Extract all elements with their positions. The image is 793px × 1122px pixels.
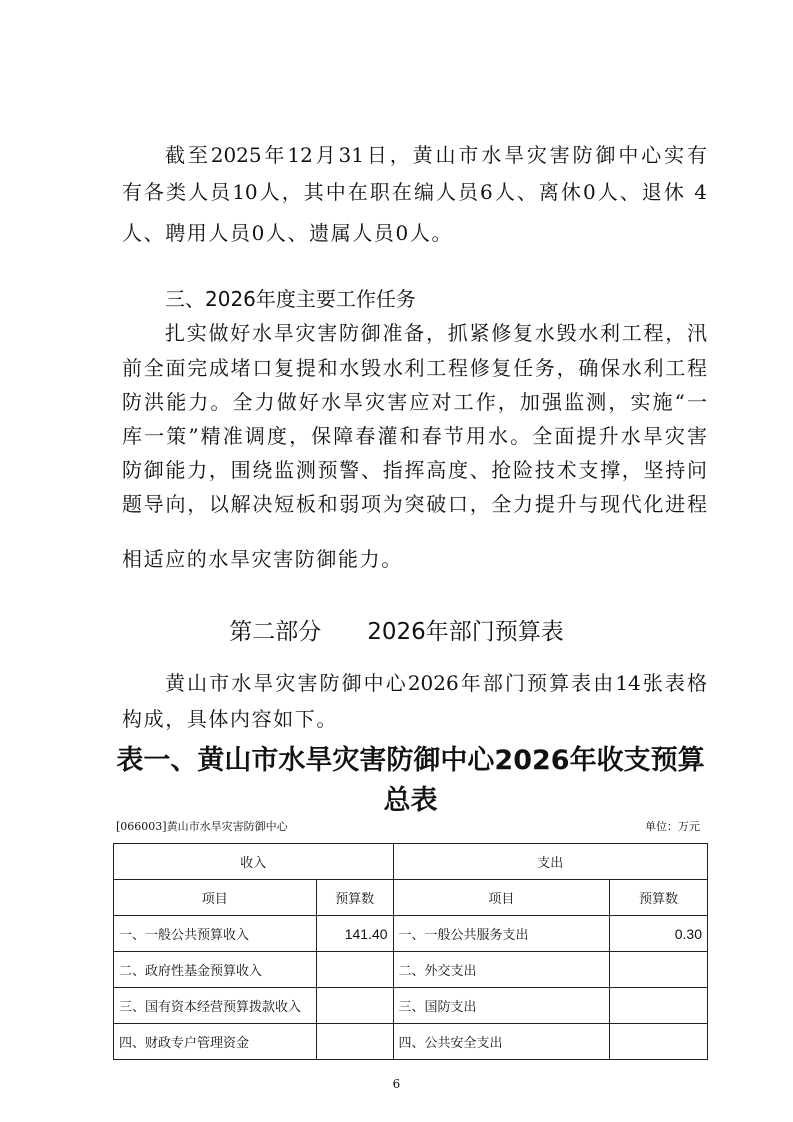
page-number: 6 xyxy=(392,1077,401,1091)
table-title-cont: 总表 xyxy=(383,785,438,816)
income-item: 二、政府性基金预算收入 xyxy=(114,952,317,988)
paragraph-line: 扎实做好水旱灾害防御准备，抓紧修复水毁水利工程，汛 xyxy=(165,321,707,345)
table-title: 表一、黄山市水旱灾害防御中心2026年收支预算 xyxy=(116,745,705,776)
expense-item: 一、一般公共服务支出 xyxy=(393,916,610,952)
income-item: 四、财政专户管理资金 xyxy=(114,1024,317,1060)
unit-label: 单位：万元 xyxy=(645,820,700,833)
expense-item: 二、外交支出 xyxy=(393,952,610,988)
expense-amount: 0.30 xyxy=(610,916,708,952)
paragraph-line: 防洪能力。全力做好水旱灾害应对工作，加强监测，实施“一 xyxy=(122,390,707,414)
paragraph-line: 截至2025年12月31日，黄山市水旱灾害防御中心实有 xyxy=(165,143,707,167)
paragraph-line: 前全面完成堵口复提和水毁水利工程修复任务，确保水利工程 xyxy=(122,356,707,380)
expense-amount xyxy=(610,988,708,1024)
paragraph-line: 有各类人员10人，其中在职在编人员6人、离休0人、退休 4 xyxy=(122,180,707,204)
income-header: 收入 xyxy=(114,844,394,880)
budget-table xyxy=(113,843,708,1060)
paragraph-line: 黄山市水旱灾害防御中心2026年部门预算表由14张表格 xyxy=(165,671,707,695)
expense-item: 三、国防支出 xyxy=(393,988,610,1024)
table-subheader-row xyxy=(114,880,708,916)
paragraph-line: 构成，具体内容如下。 xyxy=(122,707,338,731)
table-row xyxy=(114,988,708,1024)
col-item: 项目 xyxy=(393,880,610,916)
income-item: 一、一般公共预算收入 xyxy=(114,916,317,952)
income-amount: 141.40 xyxy=(316,916,393,952)
expense-amount xyxy=(610,952,708,988)
expense-header: 支出 xyxy=(393,844,707,880)
income-item: 三、国有资本经营预算拨款收入 xyxy=(114,988,317,1024)
col-item: 项目 xyxy=(114,880,317,916)
org-label: [066003]黄山市水旱灾害防御中心 xyxy=(116,820,288,833)
table-row xyxy=(114,952,708,988)
col-amount: 预算数 xyxy=(610,880,708,916)
table-row xyxy=(114,1024,708,1060)
expense-amount xyxy=(610,1024,708,1060)
table-header-row xyxy=(114,844,708,880)
income-amount xyxy=(316,988,393,1024)
part-title: 第二部分 2026年部门预算表 xyxy=(229,619,564,645)
income-amount xyxy=(316,952,393,988)
paragraph-line: 题导向，以解决短板和弱项为突破口，全力提升与现代化进程 xyxy=(122,492,707,516)
paragraph-line: 相适应的水旱灾害防御能力。 xyxy=(122,547,403,571)
section-heading: 三、2026年度主要工作任务 xyxy=(165,287,416,311)
paragraph-line: 防御能力，围绕监测预警、指挥高度、抢险技术支撑，坚持问 xyxy=(122,458,707,482)
table-row xyxy=(114,916,708,952)
col-amount: 预算数 xyxy=(316,880,393,916)
expense-item: 四、公共安全支出 xyxy=(393,1024,610,1060)
paragraph-line: 人、聘用人员0人、遗属人员0人。 xyxy=(122,221,454,245)
income-amount xyxy=(316,1024,393,1060)
paragraph-line: 库一策”精准调度，保障春灌和春节用水。全面提升水旱灾害 xyxy=(122,424,707,448)
